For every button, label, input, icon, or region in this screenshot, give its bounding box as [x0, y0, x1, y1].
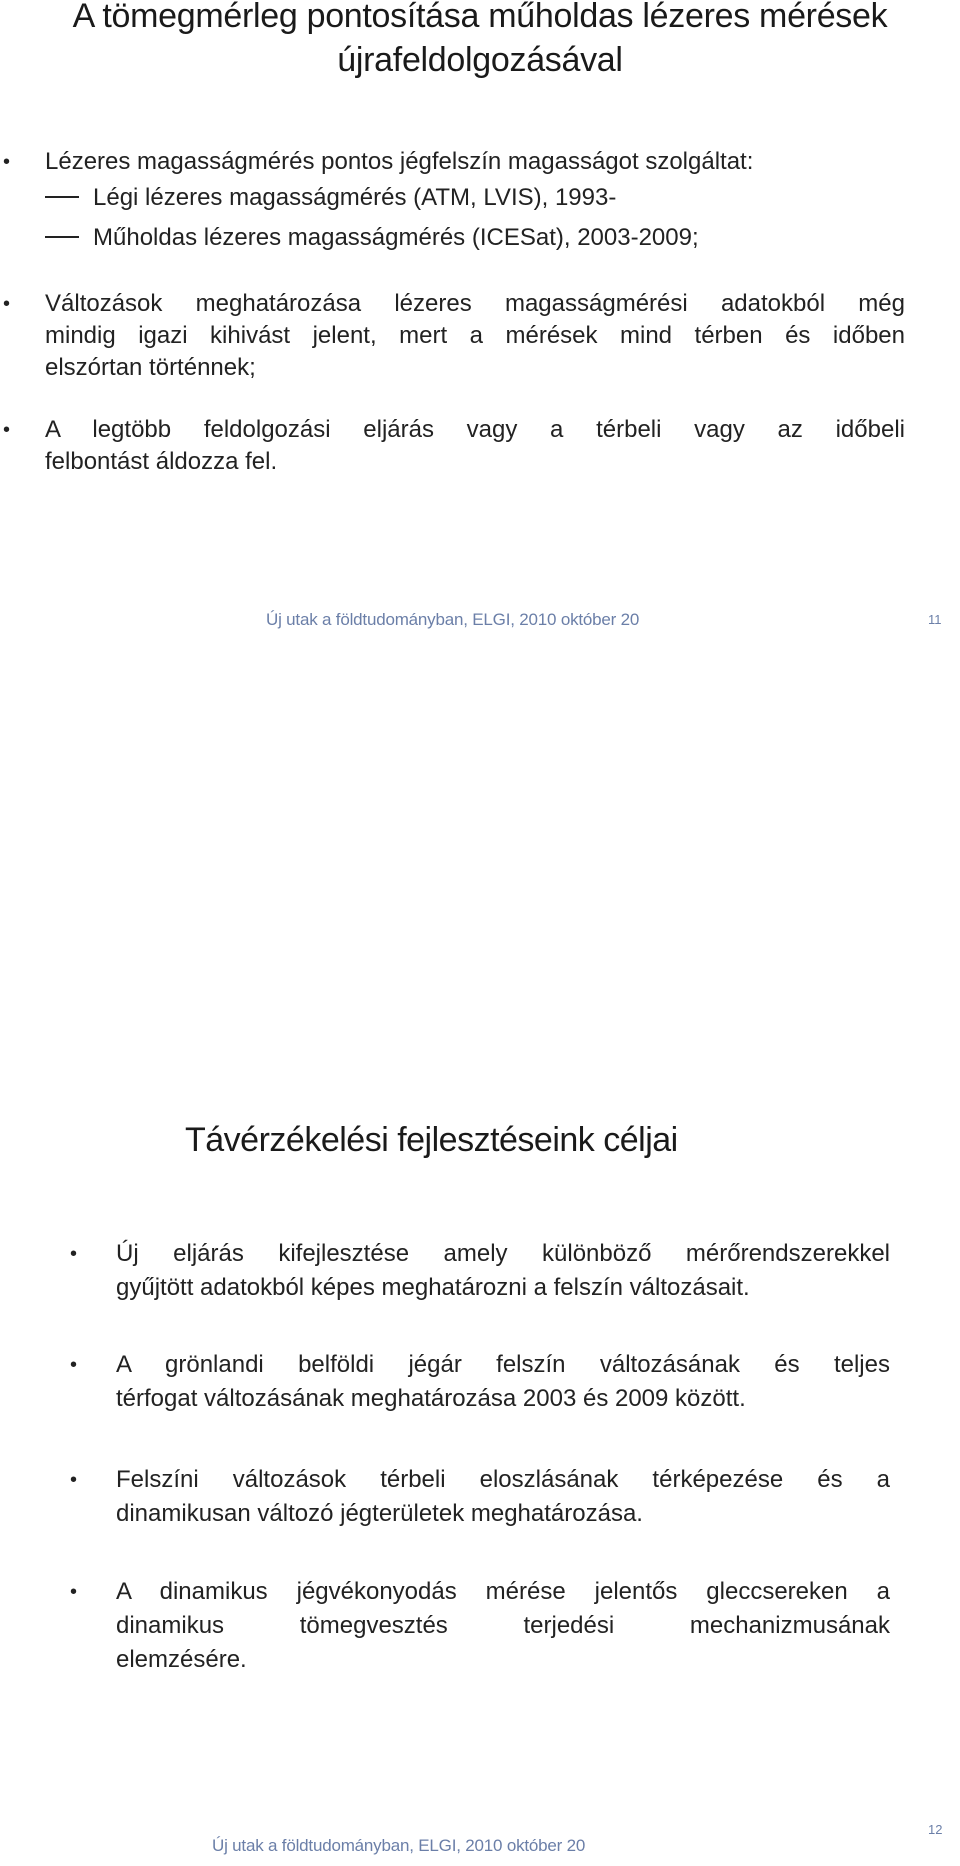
bullet-line: dinamikusan változó jégterületek meghatározása.	[116, 1500, 643, 1527]
bullet-dot-icon: •	[3, 419, 11, 441]
bullet-line: dinamikus tömegvesztés terjedési mechanizmusának	[116, 1612, 890, 1639]
bullet-dot-icon: •	[3, 151, 11, 173]
dash-icon	[45, 196, 79, 198]
slide-title-line1: A tömegmérleg pontosítása műholdas lézeres mérések	[72, 0, 888, 35]
slide-title-line2: újrafeldolgozásával	[337, 41, 623, 79]
sub-bullet-item	[45, 222, 699, 254]
dash-icon	[45, 236, 79, 238]
bullet-text: Lézeres magasságmérés pontos jégfelszín magasságot szolgáltat:	[45, 148, 754, 175]
bullet-item	[3, 414, 905, 478]
bullet-item	[70, 1463, 890, 1531]
bullet-line: elemzésére.	[116, 1646, 247, 1673]
bullet-line: elszórtan történnek;	[45, 354, 256, 381]
bullet-item	[3, 146, 905, 178]
bullet-line: gyűjtött adatokból képes meghatározni a felszín változásait.	[116, 1274, 750, 1301]
page-number: 12	[928, 1822, 943, 1837]
bullet-dot-icon: •	[70, 1354, 78, 1376]
bullet-line: térfogat változásának meghatározása 2003 és 2009 között.	[116, 1385, 746, 1412]
bullet-line: Felszíni változások térbeli eloszlásának térképezése és a	[116, 1466, 890, 1493]
bullet-line: A legtöbb feldolgozási eljárás vagy a térbeli vagy az időbeli	[45, 416, 905, 443]
bullet-item	[3, 288, 905, 384]
bullet-line: Változások meghatározása lézeres magasságmérési adatokból még	[45, 290, 905, 317]
page-number: 11	[928, 612, 942, 627]
slide-11	[0, 0, 960, 790]
slide-title: Távérzékelési fejlesztéseink céljai	[185, 1121, 678, 1159]
bullet-item	[70, 1575, 890, 1677]
sub-bullet-text: Légi lézeres magasságmérés (ATM, LVIS), 1993-	[93, 184, 617, 211]
bullet-line: A dinamikus jégvékonyodás mérése jelentős gleccsereken a	[116, 1578, 890, 1605]
bullet-line: Új eljárás kifejlesztése amely különböző mérőrendszerekkel	[116, 1240, 890, 1267]
bullet-line: mindig igazi kihivást jelent, mert a mérések mind térben és időben	[45, 322, 905, 349]
bullet-line: felbontást áldozza fel.	[45, 448, 278, 475]
bullet-line: A grönlandi belföldi jégár felszín változásának és teljes	[116, 1351, 890, 1378]
bullet-dot-icon: •	[3, 293, 11, 315]
bullet-dot-icon: •	[70, 1243, 78, 1265]
sub-bullet-text: Műholdas lézeres magasságmérés (ICESat), 2003-2009;	[93, 224, 699, 251]
bullet-item	[70, 1237, 890, 1305]
slide-footer: Új utak a földtudományban, ELGI, 2010 október 20	[212, 1836, 586, 1855]
bullet-dot-icon: •	[70, 1469, 78, 1491]
bullet-item	[70, 1348, 890, 1416]
slide-title	[0, 0, 960, 82]
bullet-dot-icon: •	[70, 1581, 78, 1603]
slide-footer: Új utak a földtudományban, ELGI, 2010 október 20	[266, 610, 640, 629]
sub-bullet-item	[45, 182, 616, 214]
